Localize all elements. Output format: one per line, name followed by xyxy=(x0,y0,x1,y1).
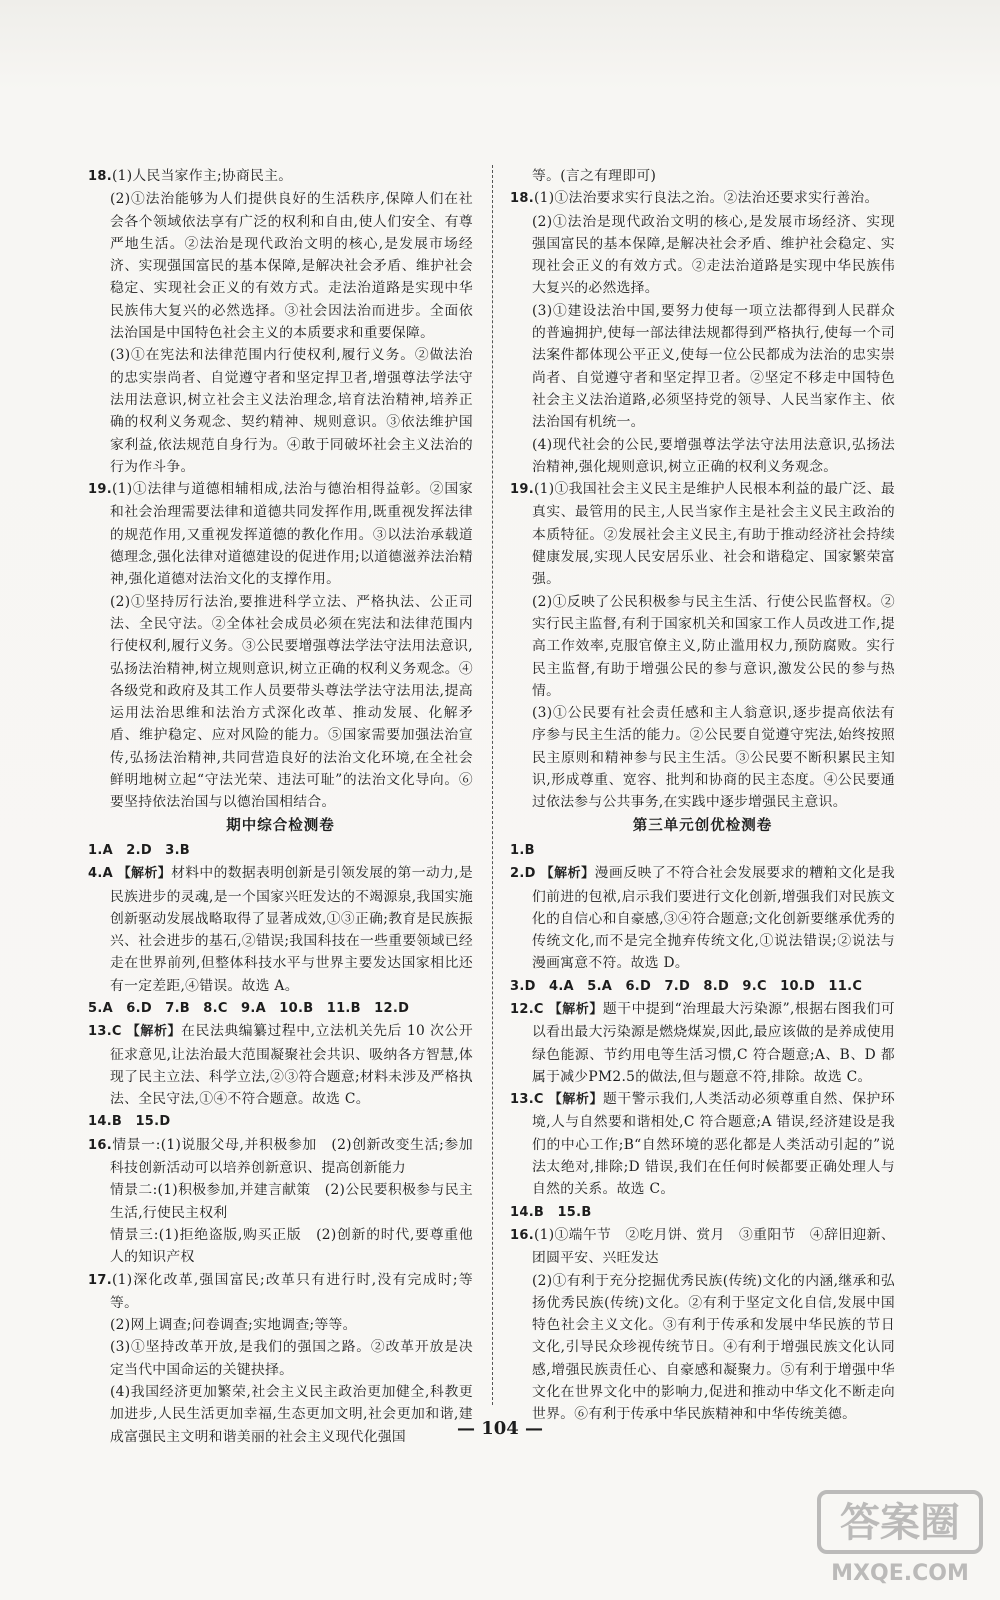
question-16 xyxy=(510,1224,895,1270)
analysis-label: 【解析】 xyxy=(126,1024,182,1040)
question-4 xyxy=(88,862,473,997)
question-18 xyxy=(510,187,895,210)
answer-text: (1)①法律与道德相辅相成,法治与德治相得益彰。②国家和社会治理需要法律和道德共同发挥作用,既重视发挥法律的规范作用,又重视发挥道德的教化作用。③以法治承载道德理念,强化法律对道德建设的促进作用;以道德滋养法治精神,强化道德对法治文化的支撑作用。 xyxy=(110,481,473,588)
question-12 xyxy=(510,998,895,1088)
answer-paragraph: 情景三:(1)拒绝盗版,购买正版 (2)创新的时代,要尊重他人的知识产权 xyxy=(110,1226,473,1266)
question-number: 16. xyxy=(88,1137,112,1153)
choice-answers xyxy=(88,839,473,862)
answer-paragraph: (2)①反映了公民积极参与民主生活、行使公民监督权。②实行民主监督,有利于国家机关和国家工作人员改进工作,提高工作效率,克服官僚主义,防止滥用权力,预防腐败。实行民主监督,有助于增强公民的参与意识,激发公民的参与热情。 xyxy=(532,593,895,699)
question-17 xyxy=(88,1269,473,1315)
left-column xyxy=(88,165,473,1448)
choice-answers xyxy=(510,975,895,998)
question-number: 18. xyxy=(88,169,112,184)
answer-paragraph: 情景二:(1)积极参加,并建言献策 (2)公民要积极参与民主生活,行使民主权利 xyxy=(110,1182,473,1221)
analysis-text: 材料中的数据表明创新是引领发展的第一动力,是民族进步的灵魂,是一个国家兴旺发达的不竭源泉,我国实施创新驱动发展战略取得了显著成效,①③正确;教育是民族振兴、社会进步的基石,②错误;我国科技在一些重要领域已经走在世界前列,但整体科技水平与世界主要发达国家相比还有一定差距,④错误。故选 A。 xyxy=(110,865,474,994)
question-number: 12.C xyxy=(510,1001,544,1017)
analysis-label: 【解析】 xyxy=(548,1092,604,1108)
svg-text:答案圈: 答案圈 xyxy=(840,1500,960,1546)
analysis-text: 在民法典编纂过程中,立法机关先后 10 次公开征求意见,让法治最大范围凝聚社会共识、吸纳各方智慧,体现了民主立法、科学立法,②③符合题意;材料未涉及严格执法、全民守法,①④不符合题意。故选 C。 xyxy=(110,1023,473,1108)
answer-paragraph: (2)①法治能够为人们提供良好的生活秩序,保障人们在社会各个领域依法享有广泛的权利和自由,使人们安全、有尊严地生活。②法治是现代政治文明的核心,是发展市场经济、实现强国富民的基本保障,是解决社会矛盾、维护社会稳定、实现社会正义的有效方式。走法治道路是实现中华民族伟大复兴的必然选择。③社会因法治而进步。全面依法治国是中国特色社会主义的本质要求和重要保障。 xyxy=(110,191,473,342)
analysis-label: 【解析】 xyxy=(540,866,595,882)
answer-text: (1)深化改革,强国富民;改革只有进行时,没有完成时;等等。 xyxy=(110,1271,473,1311)
answer-paragraph: (3)①坚持改革开放,是我们的强国之路。②改革开放是决定当代中国命运的关键抉择。 xyxy=(110,1339,473,1378)
choice-answers-14-15: 14.B 15.B xyxy=(510,1204,592,1220)
question-13 xyxy=(510,1088,895,1200)
analysis-label: 【解析】 xyxy=(117,866,172,882)
page-number: — 104 — xyxy=(456,1418,544,1439)
answer-paragraph: (4)我国经济更加繁荣,社会主义民主政治更加健全,科教更加进步,人民生活更加幸福,生态更加文明,社会更加和谐,建成富强民主文明和谐美丽的社会主义现代化强国 xyxy=(110,1384,473,1445)
choice-answers xyxy=(510,839,895,862)
analysis-text: 题干中提到“治理最大污染源”,根据右图我们可以看出最大污染源是燃烧煤炭,因此,最应该做的是养成使用绿色能源、节约用电等生活习惯,C 符合题意;A、B、D 都属于减少PM2.5的做法,但与题意不符,排除。故选 C。 xyxy=(532,1000,896,1085)
answer-paragraph: (3)①建设法治中国,要努力使每一项立法都得到人民群众的普遍拥护,使每一部法律法规都得到严格执行,使每一个司法案件都体现公平正义,使每一位公民都成为法治的忠实崇尚者、自觉遵守者和坚定捍卫者。②坚定不移走中国特色社会主义法治道路,必须坚持党的领导、人民当家作主、依法治国有机统一。 xyxy=(532,302,895,431)
answer-paragraph: (2)①坚持厉行法治,要推进科学立法、严格执法、公正司法、全民守法。②全体社会成员必须在宪法和法律范围内行使权利,履行义务。③公民要增强尊法学法守法用法意识,弘扬法治精神,树立规则意识,树立正确的权利义务观念。④各级党和政府及其工作人员要带头尊法学法守法用法,提高运用法治思维和法治方式深化改革、推动发展、化解矛盾、维护稳定、应对风险的能力。⑤国家需要加强法治宣传,弘扬法治精神,共同营造良好的法治文化环境,在全社会鲜明地树立起“守法光荣、违法可耻”的法治文化导向。⑥要坚持依法治国与以德治国相结合。 xyxy=(110,593,473,811)
answer-paragraph: 等。(言之有理即可) xyxy=(532,168,657,184)
question-16 xyxy=(88,1134,473,1180)
right-column xyxy=(510,165,895,1426)
answer-paragraph: (3)①在宪法和法律范围内行使权利,履行义务。②做法治的忠实崇尚者、自觉遵守者和坚定捍卫者,增强尊法学法守法用法意识,树立社会主义法治理念,培育法治精神,培养正确的权利义务观念、契约精神、规则意识。③依法维护国家利益,依法规范自身行为。④敢于同破坏社会主义法治的行为作斗争。 xyxy=(110,347,473,475)
choice-answers xyxy=(88,1110,473,1133)
question-19 xyxy=(88,478,473,590)
choice-answers xyxy=(88,997,473,1020)
analysis-text: 题干警示我们,人类活动必须尊重自然、保护环境,人与自然要和谐相处,C 符合题意;A 错误,经济建设是我们的中心工作;B“自然环境的恶化都是人类活动引起的”说法太绝对,排除;D 错误,我们在任何时候都要正确处理人与自然的关系。故选 C。 xyxy=(532,1091,896,1198)
question-18 xyxy=(88,165,473,188)
column-divider xyxy=(492,165,493,1405)
question-number: 16. xyxy=(510,1227,534,1243)
answer-text: (1)①法治要求实行良法之治。②法治还要求实行善治。 xyxy=(533,190,879,207)
choice-answers-5-12: 5.A 6.D 7.B 8.C 9.A 10.B 11.B 12.D xyxy=(88,1000,410,1016)
section-title-unit3: 第三单元创优检测卷 xyxy=(632,817,773,834)
question-19 xyxy=(510,478,895,590)
question-number: 2.D xyxy=(510,866,536,882)
answer-paragraph: (2)网上调查;问卷调查;实地调查;等等。 xyxy=(110,1317,357,1334)
question-number: 13.C xyxy=(510,1092,544,1108)
answer-paragraph: (4)现代社会的公民,要增强尊法学法守法用法意识,弘扬法治精神,强化规则意识,树立正确的权利义务观念。 xyxy=(532,436,895,475)
choice-answers-1-3: 1.A 2.D 3.B xyxy=(88,842,191,858)
choice-answers-14-15: 14.B 15.D xyxy=(88,1114,171,1130)
answer-paragraph: (3)①公民要有社会责任感和主人翁意识,逐步提高依法有序参与民主生活的能力。②公民要自觉遵守宪法,始终按照民主原则和精神参与民主生活。③公民要不断积累民主知识,形成尊重、宽容、批判和协商的民主态度。④公民要通过依法参与公共事务,在实践中逐步增强民主意识。 xyxy=(532,705,895,811)
choice-answers xyxy=(510,1201,895,1224)
answer-text: (1)①端午节 ②吃月饼、赏月 ③重阳节 ④辞旧迎新、团圆平安、兴旺发达 xyxy=(532,1226,895,1267)
question-number: 19. xyxy=(88,482,112,498)
answer-paragraph: (2)①法治是现代政治文明的核心,是发展市场经济、实现强国富民的基本保障,是解决社会矛盾、维护社会稳定、实现社会正义的有效方式。②走法治道路是实现中华民族伟大复兴的必然选择。 xyxy=(532,213,895,297)
question-number: 17. xyxy=(88,1272,112,1288)
answer-text: 情景一:(1)说服父母,并积极参加 (2)创新改变生活;参加科技创新活动可以培养创新意识、提高创新能力 xyxy=(110,1136,473,1177)
question-2 xyxy=(510,862,895,974)
section-title-midterm: 期中综合检测卷 xyxy=(226,817,335,834)
question-number: 13.C xyxy=(88,1024,122,1040)
choice-answers-3-11: 3.D 4.A 5.A 6.D 7.D 8.D 9.C 10.D 11.C xyxy=(510,978,863,994)
answer-text: (1)①我国社会主义民主是维护人民根本利益的最广泛、最真实、最管用的民主,人民当家作主是社会主义民主政治的本质特征。②发展社会主义民主,有助于推动经济社会持续健康发展,实现人民安居乐业、社会和谐稳定、国家繁荣富强。 xyxy=(532,481,895,588)
question-number: 19. xyxy=(510,482,534,498)
analysis-label: 【解析】 xyxy=(548,1001,603,1017)
question-number: 18. xyxy=(510,191,534,207)
question-13 xyxy=(88,1020,473,1110)
answer-text: (1)人民当家作主;协商民主。 xyxy=(111,168,293,184)
choice-answers-1: 1.B xyxy=(510,842,535,858)
analysis-text: 漫画反映了不符合社会发展要求的糟粕文化是我们前进的包袱,启示我们要进行文化创新,增强我们对民族文化的自信心和自豪感,③④符合题意;文化创新要继承优秀的传统文化,而不是完全抛弃传统文化,①说法错误;②说法与漫画寓意不符。故选 D。 xyxy=(532,865,895,972)
question-number: 4.A xyxy=(88,866,113,882)
svg-text:MXQE.COM: MXQE.COM xyxy=(831,1561,969,1586)
answer-paragraph: (2)①有利于充分挖掘优秀民族(传统)文化的内涵,继承和弘扬优秀民族(传统)文化。②有利于坚定文化自信,发展中国特色社会主义文化。③有利于传承和发展中华民族的节日文化,引导民众珍视传统节日。④有利于增强民族文化认同感,增强民族责任心、自豪感和凝聚力。⑤有利于增强中华文化在世界文化中的影响力,促进和推动中华文化不断走向世界。⑥有利于传承中华民族精神和中华传统美德。 xyxy=(532,1272,895,1423)
watermark-logo xyxy=(815,1488,985,1588)
